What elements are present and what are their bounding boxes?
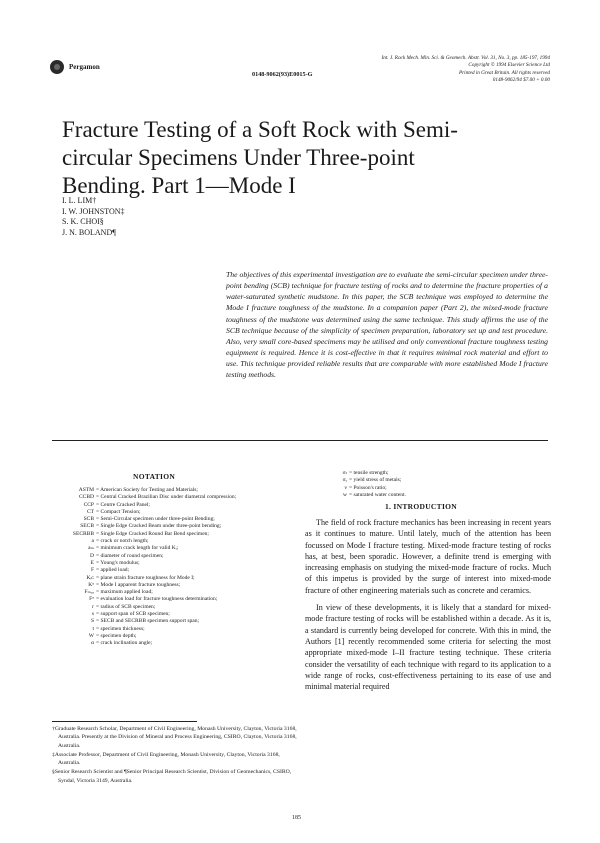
notation-row: σₜ = tensile strength;	[342, 470, 389, 476]
notation-row: Fᵠ = evaluation load for fracture toughness determination;	[89, 596, 218, 603]
notation-row: S = SECB and SECRBB specimen support span;	[90, 618, 200, 625]
notation-row: SECRBB = Single Edge Cracked Round Bar Bend specimen;	[72, 530, 209, 537]
author: I. W. JOHNSTON‡	[62, 206, 125, 216]
notation-row: E = Young's modulus;	[90, 559, 140, 566]
footnote: †Graduate Research Scholar, Department of Civil Engineering, Monash University, Clayton, Victoria 3168, Australia. Presently at the Division of Mineral and Process Engineering, CSIRO, Clayton, Victoria 3168, Australia.	[52, 726, 297, 749]
author: J. N. BOLAND¶	[62, 227, 116, 237]
introduction-heading: 1. INTRODUCTION	[385, 502, 458, 511]
footnote-divider	[52, 721, 197, 722]
footnote: ‡Associate Professor, Department of Civil Engineering, Monash University, Clayton, Victoria 3168, Australia.	[52, 751, 280, 767]
author: S. K. CHOI§	[62, 217, 104, 226]
notation-row: D = diameter of round specimen;	[90, 552, 164, 559]
notation-row: Kᵠ = Mode I apparent fracture toughness;	[88, 581, 181, 588]
notation-row: CCBD = Central Cracked Brazilian Disc under diametral compression;	[79, 494, 237, 501]
notation-row: r = radius of SCB specimen;	[92, 603, 156, 610]
notation-row: t = specimen thickness;	[92, 625, 145, 632]
paragraph: In view of these developments, it is likely that a standard for mixed-mode fracture testing of rocks will be established within a decade. As it is, a standard is currently being developed for concrete. With this in mind, the Authors [1] recently recommended some criteria for selecting the most appropriate mixed-mode I–II fracture testing technique. These criteria consider the versatility of each technique with regard to its application to a wide range of rocks, cost-effectiveness pertaining to its ease of use and minimal material required	[305, 603, 551, 692]
notation-row: ASTM = American Society for Testing and Materials;	[78, 487, 198, 493]
notation-row: σᵧ = yield stress of metals;	[342, 477, 402, 484]
notation-row: ν = Poisson's ratio;	[344, 484, 387, 491]
page-number: 185	[292, 815, 301, 821]
notation-row: aₘ = minimum crack length for valid Kᵢ;	[88, 545, 179, 552]
article-code: 0148-9062(93)E0015-G	[252, 71, 313, 78]
notation-row: F = applied load;	[90, 567, 130, 574]
notation-row: CT = Compact Tension;	[86, 508, 141, 515]
divider	[52, 440, 548, 441]
paragraph: The field of rock fracture mechanics has been increasing in recent years as it continues to mature. Until lately, much of the attention has been focussed on Mode I fracture testing. Mixed-mode fracture testing of rocks has, at best, been sporadic. However, a definite trend is emerging with increasing emphasis on studying the mixed-mode fracture of rocks. Much of this impetus is provided by the surge of interest into mixed-mode fracture of other engineering materials such as concrete and ceramics.	[305, 518, 551, 595]
footnotes	[52, 725, 299, 786]
pergamon-logo-icon	[50, 60, 64, 74]
notation-row: SCB = Semi-Circular specimen under three-point Bending;	[83, 516, 215, 523]
notation-row: w = saturated water content.	[343, 491, 406, 498]
notation-row: SECB = Single Edge Cracked Beam under three-point bending;	[80, 523, 222, 530]
abstract: The objectives of this experimental investigation are to evaluate the semi-circular specimen under three-point bending (SCB) technique for fracture testing of rocks and to determine the fracture properties of a water-saturated synthetic mudstone. In this paper, the SCB technique was employed to determine the Mode I fracture toughness of the mudstone. In a companion paper (Part 2), the mixed-mode fracture toughness of the mudstone was determined using the same technique. This study affirms the use of the SCB technique because of the simplicity of specimen preparation, laboratory set up and test procedure. Also, very small core-based specimens may be utilised and only conventional fracture toughness testing equipment is required. Hence it is cost-effective in that it requires minimal rock material and effort to use. This technique provided reliable results that are comparable with more established Mode I fracture testing methods.	[226, 270, 548, 380]
notation-row: W = specimen depth;	[88, 632, 137, 639]
footnote: §Senior Research Scientist and ¶Senior Principal Research Scientist, Division of Geomechanics, CSIRO, Syndal, Victoria 3149, Australia.	[52, 769, 292, 784]
notation-row: α = crack inclination angle;	[91, 640, 153, 647]
notation-row: s = support span of SCB specimen;	[91, 611, 170, 618]
notation-row: a = crack or notch length;	[91, 538, 149, 545]
author: I. L. LIM†	[62, 196, 97, 205]
publisher-name: Pergamon	[69, 63, 100, 71]
notation-heading: NOTATION	[133, 472, 176, 481]
notation-row: CCP = Centre Cracked Panel;	[83, 501, 150, 508]
notation-row: Kᵢᴄ = plane strain fracture toughness for Mode I;	[86, 574, 195, 581]
journal-reference: Int. J. Rock Mech. Min. Sci. & Geomech. Abstr. Vol. 31, No. 3, pp. 185-197, 1994 Copyright © 1994 Elsevier Science Ltd Printed in Great Britain. All rights reserved 0148-9062/94 $7.00 + 0.00	[381, 55, 550, 84]
introduction-body	[305, 517, 551, 692]
paper-title: Fracture Testing of a Soft Rock with Semi-circular Specimens Under Three-point Bending. Part 1—Mode I	[62, 117, 458, 198]
notation-list	[30, 487, 310, 648]
notation-row: Fₘₐₓ = maximum applied load;	[84, 589, 153, 596]
notation-list-right	[337, 470, 537, 499]
author-list	[62, 196, 125, 238]
